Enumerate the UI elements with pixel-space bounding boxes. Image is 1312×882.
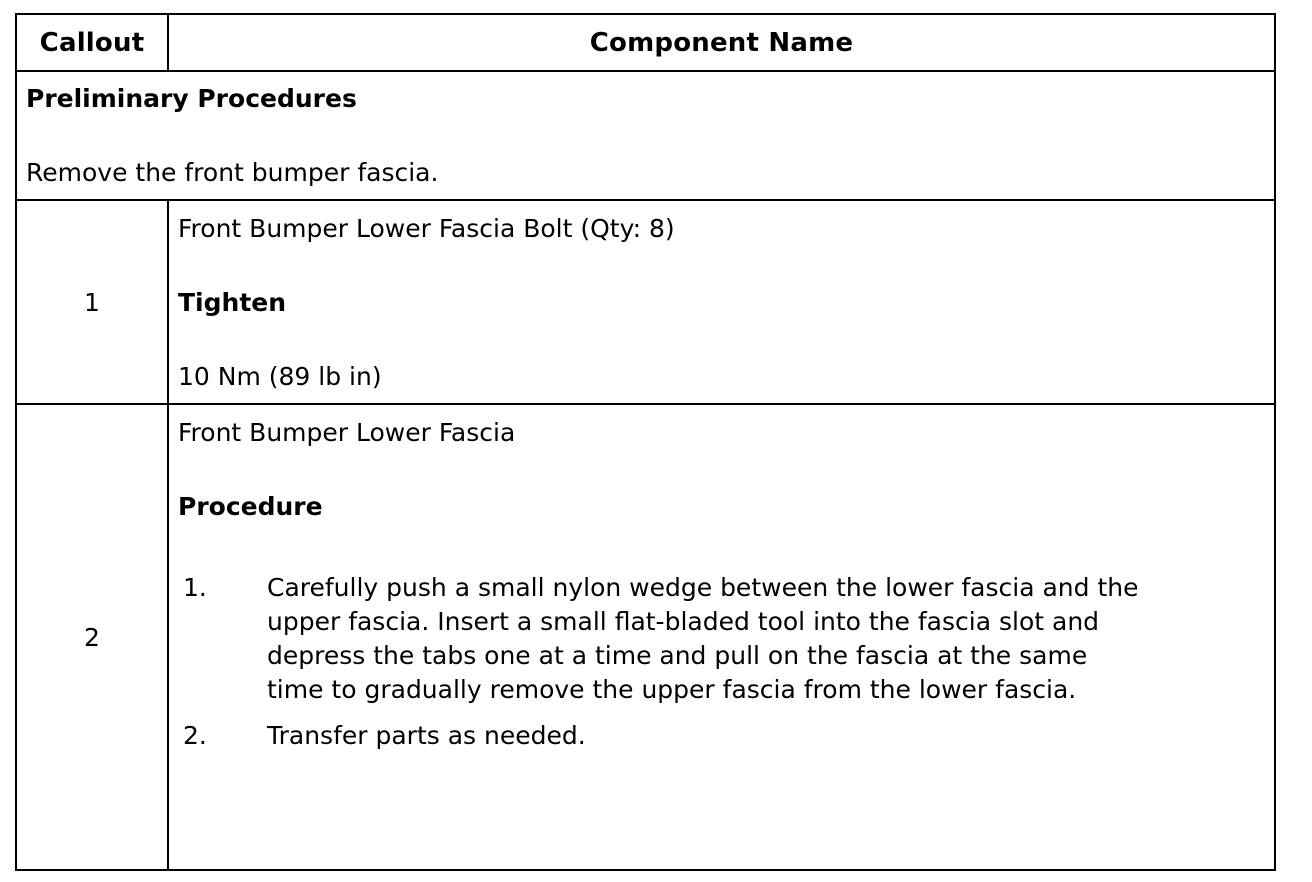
procedure-steps-list [183, 571, 1143, 765]
component-cell [169, 201, 1274, 403]
procedure-table [15, 13, 1276, 871]
component-name: Front Bumper Lower Fascia Bolt (Qty: 8) [178, 214, 675, 243]
step-text: Transfer parts as needed. [267, 721, 586, 750]
preliminary-procedures-cell [17, 72, 1274, 199]
tighten-heading: Tighten [178, 288, 287, 317]
preliminary-procedures-row [17, 72, 1274, 201]
procedure-step [183, 571, 1143, 707]
step-text: Carefully push a small nylon wedge between the lower fascia and the upper fascia. Insert a small flat-bladed tool into the fascia slot and depress the tabs one at a time and pull on the fascia at the same time to gradually remove the upper fascia from the lower fascia. [267, 573, 1139, 704]
table-row [17, 405, 1274, 869]
component-name: Front Bumper Lower Fascia [178, 418, 516, 447]
step-number: 1. [183, 573, 207, 602]
component-cell [169, 405, 1274, 869]
callout-number: 1 [17, 201, 169, 403]
preliminary-procedures-text: Remove the front bumper fascia. [26, 158, 439, 187]
component-name-column-header: Component Name [589, 27, 854, 58]
callout-number: 2 [17, 405, 169, 869]
procedure-heading: Procedure [178, 492, 323, 521]
table-header-row [17, 15, 1274, 72]
procedure-step [183, 719, 1143, 753]
table-row [17, 201, 1274, 405]
step-number: 2. [183, 721, 207, 750]
torque-spec: 10 Nm (89 lb in) [178, 362, 382, 391]
preliminary-procedures-title: Preliminary Procedures [26, 84, 357, 113]
callout-column-header: Callout [17, 15, 169, 70]
